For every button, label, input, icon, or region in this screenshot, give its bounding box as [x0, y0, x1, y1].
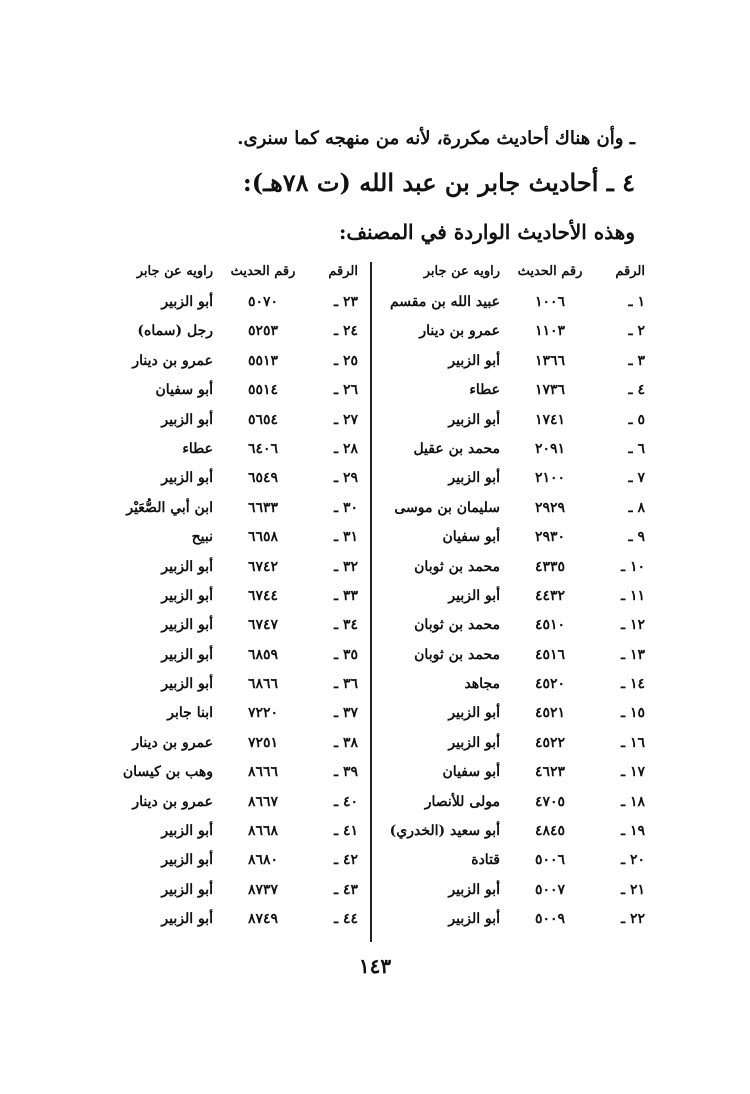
table-row [405, 876, 645, 905]
hadith-number: ٨٦٦٦ [247, 764, 279, 781]
header-number: الرقم [615, 264, 645, 279]
narrator: قتادة [471, 852, 500, 869]
row-number: ٢٤ ـ [333, 323, 358, 340]
row-number: ٢ ـ [628, 323, 645, 340]
table-row [405, 641, 645, 670]
hadith-number: ٨٧٤٩ [247, 911, 279, 928]
hadith-number: ٦٧٤٤ [247, 587, 279, 604]
row-number: ٤٠ ـ [333, 793, 358, 810]
narrator: رجل (سماه) [137, 323, 213, 340]
narrator: عطاء [469, 382, 500, 399]
table-row [118, 758, 358, 787]
table-row [118, 641, 358, 670]
table-row [118, 317, 358, 346]
page-number: ١٤٣ [358, 954, 392, 978]
header-hadith-number: رقم الحديث [517, 264, 583, 279]
hadith-number: ٥٠٠٦ [534, 852, 566, 869]
row-number: ٤٢ ـ [333, 852, 358, 869]
narrator: وهب بن كيسان [122, 764, 213, 781]
narrator: أبو الزبير [161, 558, 213, 575]
table-row [118, 817, 358, 846]
table-row [405, 523, 645, 552]
row-number: ٤ ـ [628, 382, 645, 399]
hadith-number: ٥٠٠٧ [534, 881, 566, 898]
table-row [118, 905, 358, 934]
row-number: ١٣ ـ [620, 646, 645, 663]
narrator: أبو الزبير [448, 352, 500, 369]
table-row [405, 464, 645, 493]
table-row [405, 582, 645, 611]
hadith-number: ٤٤٣٢ [534, 587, 566, 604]
row-number: ١٠ ـ [620, 558, 645, 575]
narrator: أبو الزبير [161, 617, 213, 634]
table-header [405, 258, 645, 288]
row-number: ٢٣ ـ [333, 294, 358, 310]
hadith-number: ٧٢٥١ [247, 734, 279, 751]
table-row [118, 846, 358, 875]
hadith-number: ٨٦٦٧ [247, 793, 279, 810]
hadith-number: ٨٦٨٠ [247, 852, 279, 869]
table-row [405, 611, 645, 640]
row-number: ٣٤ ـ [333, 617, 358, 634]
row-number: ٧ ـ [628, 470, 645, 487]
row-number: ٢٢ ـ [620, 911, 645, 928]
table-row [118, 523, 358, 552]
table-row [118, 494, 358, 523]
table-row [118, 553, 358, 582]
row-number: ١١ ـ [620, 587, 645, 604]
hadith-number: ٤٣٣٥ [534, 558, 566, 575]
hadith-number: ٤٧٠٥ [534, 793, 566, 810]
narrator: أبو الزبير [448, 881, 500, 898]
narrator: أبو الزبير [161, 911, 213, 928]
table-row [389, 817, 645, 846]
hadith-number: ٤٥٢٠ [534, 676, 566, 693]
narrator: أبو الزبير [448, 911, 500, 928]
hadith-number: ٤٥١٦ [534, 646, 566, 663]
hadith-number: ١٧٣٦ [534, 382, 566, 399]
table-body [389, 288, 645, 935]
narrator: أبو سفيان [442, 529, 500, 546]
row-number: ٤٤ ـ [333, 911, 358, 928]
narrator: أبو سعيد (الخدري) [389, 823, 500, 840]
hadith-number: ٤٥٢١ [534, 705, 566, 722]
hadith-number: ٢١٠٠ [534, 470, 566, 487]
narrator: أبو الزبير [161, 676, 213, 693]
row-number: ١٤ ـ [620, 676, 645, 693]
table-row [118, 699, 358, 728]
narrator: أبو الزبير [161, 587, 213, 604]
table-row [118, 582, 358, 611]
hadith-number: ٦٧٤٧ [247, 617, 279, 634]
narrator: محمد بن ثوبان [414, 558, 500, 575]
hadith-number: ٥٢٥٣ [247, 323, 279, 340]
hadith-number: ٢٠٩١ [534, 440, 566, 457]
table-row [389, 288, 645, 317]
row-number: ٢٧ ـ [333, 411, 358, 428]
header-number: الرقم [328, 264, 358, 279]
row-number: ٤٣ ـ [333, 881, 358, 898]
row-number: ١ ـ [628, 294, 645, 310]
table-row [118, 435, 358, 464]
narrator: أبو الزبير [161, 823, 213, 840]
hadith-number: ٤٨٤٥ [534, 823, 566, 840]
row-number: ٣١ ـ [333, 529, 358, 546]
table-row [405, 406, 645, 435]
row-number: ٤١ ـ [333, 823, 358, 840]
narrator: عمرو بن دينار [419, 323, 500, 340]
narrator: نبيح [191, 529, 213, 546]
narrator: سليمان بن موسى [394, 499, 500, 516]
column-divider [370, 262, 372, 942]
hadith-number: ٦٦٣٣ [247, 499, 279, 516]
narrator: ابن أبي الصُّعَيْر [126, 499, 213, 516]
intro-line: ـ وأن هناك أحاديث مكررة، لأنه من منهجه كما سنرى. [237, 128, 635, 149]
hadith-number: ٥٥١٣ [247, 352, 279, 369]
section-heading: ٤ ـ أحاديث جابر بن عبد الله (ت ٧٨هـ): [242, 168, 635, 197]
row-number: ١٩ ـ [620, 823, 645, 840]
narrator: عمرو بن دينار [132, 352, 213, 369]
table-row [118, 376, 358, 405]
narrator: عمرو بن دينار [132, 734, 213, 751]
narrator: مجاهد [464, 676, 500, 693]
hadith-number: ٦٧٤٢ [247, 558, 279, 575]
table-row [405, 729, 645, 758]
hadith-number: ٥٥١٤ [247, 382, 279, 399]
hadith-number: ١٧٤١ [534, 411, 566, 428]
hadith-number: ٧٢٢٠ [247, 705, 279, 722]
hadith-number: ٤٥٢٢ [534, 734, 566, 751]
row-number: ٨ ـ [628, 499, 645, 516]
row-number: ٦ ـ [628, 440, 645, 457]
hadith-number: ٥٠٠٩ [534, 911, 566, 928]
hadith-number: ١٣٦٦ [534, 352, 566, 369]
table-row [118, 406, 358, 435]
table-header [118, 258, 358, 288]
hadith-number: ٨٧٣٧ [247, 881, 279, 898]
row-number: ٣٨ ـ [333, 734, 358, 751]
narrator: عمرو بن دينار [132, 793, 213, 810]
narrator: أبو الزبير [161, 881, 213, 898]
row-number: ٣٣ ـ [333, 587, 358, 604]
row-number: ١٧ ـ [620, 764, 645, 781]
header-narrator: راويه عن جابر [136, 264, 213, 279]
table-body [118, 288, 358, 935]
table-row [118, 288, 358, 317]
hadith-number: ٨٦٦٨ [247, 823, 279, 840]
table-row [405, 317, 645, 346]
table-row [118, 670, 358, 699]
table-row [118, 464, 358, 493]
narrator: أبو الزبير [161, 852, 213, 869]
hadith-number: ٦٥٤٩ [247, 470, 279, 487]
table-row [405, 788, 645, 817]
hadith-number: ٦٤٠٦ [247, 440, 279, 457]
narrator: محمد بن ثوبان [414, 617, 500, 634]
row-number: ١٨ ـ [620, 793, 645, 810]
table-row [118, 611, 358, 640]
hadith-number: ٢٩٢٩ [534, 499, 566, 516]
narrator: ابنا جابر [167, 705, 213, 722]
hadith-table-left [118, 258, 358, 935]
header-narrator: راويه عن جابر [423, 264, 500, 279]
narrator: مولى للأنصار [424, 793, 500, 810]
row-number: ١٥ ـ [620, 705, 645, 722]
row-number: ٣ ـ [628, 352, 645, 369]
row-number: ٢٠ ـ [620, 852, 645, 869]
hadith-number: ٤٥١٠ [534, 617, 566, 634]
hadith-number: ٥٦٥٤ [247, 411, 279, 428]
hadith-number: ٤٦٢٣ [534, 764, 566, 781]
narrator: أبو الزبير [161, 411, 213, 428]
table-row [118, 729, 358, 758]
table-row [394, 494, 645, 523]
row-number: ٣٥ ـ [333, 646, 358, 663]
row-number: ٢٨ ـ [333, 440, 358, 457]
row-number: ٢٦ ـ [333, 382, 358, 399]
table-row [405, 699, 645, 728]
row-number: ٥ ـ [628, 411, 645, 428]
narrator: أبو الزبير [448, 734, 500, 751]
hadith-table-right [389, 258, 645, 935]
table-row [405, 846, 645, 875]
table-row [118, 788, 358, 817]
hadith-number: ٥٠٧٠ [247, 294, 279, 310]
row-number: ٣٧ ـ [333, 705, 358, 722]
narrator: عطاء [182, 440, 213, 457]
table-row [118, 876, 358, 905]
row-number: ٢٩ ـ [333, 470, 358, 487]
narrator: عبيد الله بن مقسم [389, 294, 500, 310]
table-row [405, 670, 645, 699]
narrator: أبو الزبير [161, 646, 213, 663]
hadith-number: ٦٨٥٩ [247, 646, 279, 663]
row-number: ٩ ـ [628, 529, 645, 546]
narrator: أبو الزبير [448, 470, 500, 487]
hadith-number: ١١٠٣ [534, 323, 566, 340]
narrator: أبو الزبير [161, 470, 213, 487]
row-number: ١٢ ـ [620, 617, 645, 634]
table-row [405, 376, 645, 405]
narrator: أبو الزبير [448, 411, 500, 428]
hadith-number: ٦٨٦٦ [247, 676, 279, 693]
row-number: ٣٦ ـ [333, 676, 358, 693]
narrator: أبو الزبير [448, 587, 500, 604]
table-row [405, 905, 645, 934]
hadith-number: ٢٩٣٠ [534, 529, 566, 546]
narrator: أبو سفيان [442, 764, 500, 781]
table-row [405, 553, 645, 582]
table-row [405, 347, 645, 376]
row-number: ٣٠ ـ [333, 499, 358, 516]
table-row [118, 347, 358, 376]
table-row [405, 758, 645, 787]
row-number: ٣٩ ـ [333, 764, 358, 781]
row-number: ١٦ ـ [620, 734, 645, 751]
hadith-number: ٦٦٥٨ [247, 529, 279, 546]
row-number: ٣٢ ـ [333, 558, 358, 575]
narrator: أبو الزبير [448, 705, 500, 722]
narrator: محمد بن عقيل [413, 440, 500, 457]
table-row [405, 435, 645, 464]
row-number: ٢١ ـ [620, 881, 645, 898]
narrator: محمد بن ثوبان [414, 646, 500, 663]
hadith-number: ١٠٠٦ [534, 294, 566, 310]
row-number: ٢٥ ـ [333, 352, 358, 369]
section-subheading: وهذه الأحاديث الواردة في المصنف: [338, 220, 635, 244]
narrator: أبو سفيان [155, 382, 213, 399]
header-hadith-number: رقم الحديث [230, 264, 296, 279]
narrator: أبو الزبير [161, 294, 213, 310]
